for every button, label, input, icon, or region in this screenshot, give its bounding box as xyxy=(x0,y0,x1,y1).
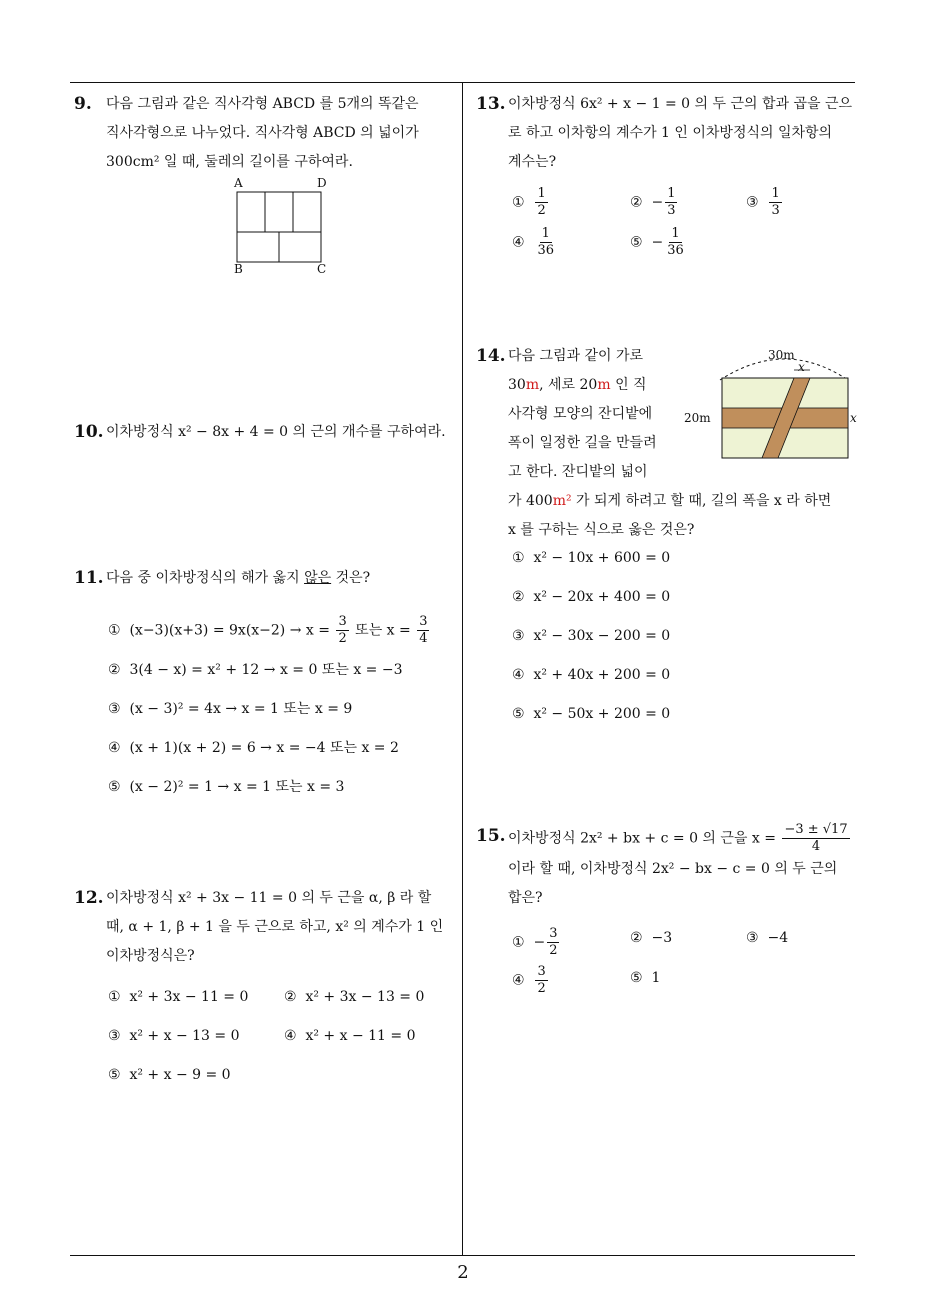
option-1[interactable]: ① − $\frac{3}{2}$ xyxy=(512,926,558,958)
option-1[interactable]: ① x² − 10x + 600 = 0 xyxy=(512,550,671,566)
question-number: 14. xyxy=(476,346,506,366)
label-d: D xyxy=(317,176,327,190)
width-label: 30m xyxy=(768,348,795,362)
divided-rectangle xyxy=(225,190,340,270)
option-4[interactable]: ④ x² + x − 11 = 0 xyxy=(284,1028,416,1044)
road-width-label-right: x xyxy=(850,411,857,425)
option-1[interactable]: ① $\frac{1}{2}$ xyxy=(512,186,546,218)
bottom-rule xyxy=(70,1255,855,1256)
question-number: 11. xyxy=(74,568,104,588)
option-3[interactable]: ③ −4 xyxy=(746,930,789,946)
lawn-figure xyxy=(680,348,862,468)
option-2[interactable]: ② − $\frac{1}{3}$ xyxy=(630,186,676,218)
road-width-label-top: x xyxy=(798,360,805,374)
option-5[interactable]: ⑤ x² + x − 9 = 0 xyxy=(108,1067,231,1083)
option-1[interactable]: ① x² + 3x − 11 = 0 xyxy=(108,989,249,1005)
rectangle-figure xyxy=(225,176,340,276)
question-number: 9. xyxy=(74,94,92,114)
page-number: 2 xyxy=(457,1262,469,1283)
label-a: A xyxy=(234,176,243,190)
option-2[interactable]: ② −3 xyxy=(630,930,673,946)
option-3[interactable]: ③ (x − 3)² = 4x → x = 1 또는 x = 9 xyxy=(108,701,353,717)
option-3[interactable]: ③ x² + x − 13 = 0 xyxy=(108,1028,240,1044)
question-number: 13. xyxy=(476,94,506,114)
question-text: 이차방정식 6x² + x − 1 = 0 의 두 근의 합과 곱을 근으 로 하고 이차항의 계수가 1 인 이차방정식의 일차항의 계수는? xyxy=(508,96,853,170)
option-1[interactable]: ① (x−3)(x+3) = 9x(x−2) → x = $\frac{3}{2}$ 또는 x = $\frac{3}{4}$ xyxy=(108,614,428,646)
label-c: C xyxy=(317,262,327,276)
lawn-diagram xyxy=(680,348,862,468)
question-text: 다음 그림과 같은 직사각형 ABCD 를 5개의 똑같은 직사각형으로 나누었다. 직사각형 ABCD 의 넓이가 300cm² 일 때, 둘레의 길이를 구하여라. xyxy=(106,96,419,170)
height-label: 20m xyxy=(684,411,711,425)
question-text: 이차방정식 2x² + bx + c = 0 의 근을 x = $\frac{-3 \pm √17}{4}$ 이라 할 때, 이차방정식 2x² − bx − c = 0 의 두 근의 합은? xyxy=(508,822,848,906)
option-4[interactable]: ④ (x + 1)(x + 2) = 6 → x = −4 또는 x = 2 xyxy=(108,740,399,756)
option-2[interactable]: ② x² − 20x + 400 = 0 xyxy=(512,589,671,605)
option-5[interactable]: ⑤ 1 xyxy=(630,970,661,986)
label-b: B xyxy=(234,262,243,276)
question-text: 다음 중 이차방정식의 해가 옳지 않은 것은? xyxy=(106,570,371,586)
question-text: 다음 그림과 같이 가로 30m, 세로 20m 인 직 사각형 모양의 잔디밭에 폭이 일정한 길을 만들려 고 한다. 잔디밭의 넓이 가 400m² 가 되게 하려고 할 때, 길의 폭을 x 라 하면 x 를 구하는 식으로 옳은 것은? xyxy=(508,348,832,538)
option-5[interactable]: ⑤ (x − 2)² = 1 → x = 1 또는 x = 3 xyxy=(108,779,345,795)
option-3[interactable]: ③ x² − 30x − 200 = 0 xyxy=(512,628,671,644)
question-number: 15. xyxy=(476,826,506,846)
option-5[interactable]: ⑤ x² − 50x + 200 = 0 xyxy=(512,706,671,722)
option-4[interactable]: ④ $\frac{3}{2}$ xyxy=(512,964,546,996)
question-number: 10. xyxy=(74,422,104,442)
option-5[interactable]: ⑤ − $\frac{1}{36}$ xyxy=(630,226,684,258)
option-2[interactable]: ② 3(4 − x) = x² + 12 → x = 0 또는 x = −3 xyxy=(108,662,403,678)
question-text: 이차방정식 x² + 3x − 11 = 0 의 두 근을 α, β 라 할 때, α + 1, β + 1 을 두 근으로 하고, x² 의 계수가 1 인 이차방정식은? xyxy=(106,890,444,964)
column-divider xyxy=(462,82,463,1255)
question-text: 이차방정식 x² − 8x + 4 = 0 의 근의 개수를 구하여라. xyxy=(106,424,446,440)
option-4[interactable]: ④ $\frac{1}{36}$ xyxy=(512,226,555,258)
option-2[interactable]: ② x² + 3x − 13 = 0 xyxy=(284,989,425,1005)
option-3[interactable]: ③ $\frac{1}{3}$ xyxy=(746,186,780,218)
option-4[interactable]: ④ x² + 40x + 200 = 0 xyxy=(512,667,671,683)
question-number: 12. xyxy=(74,888,104,908)
